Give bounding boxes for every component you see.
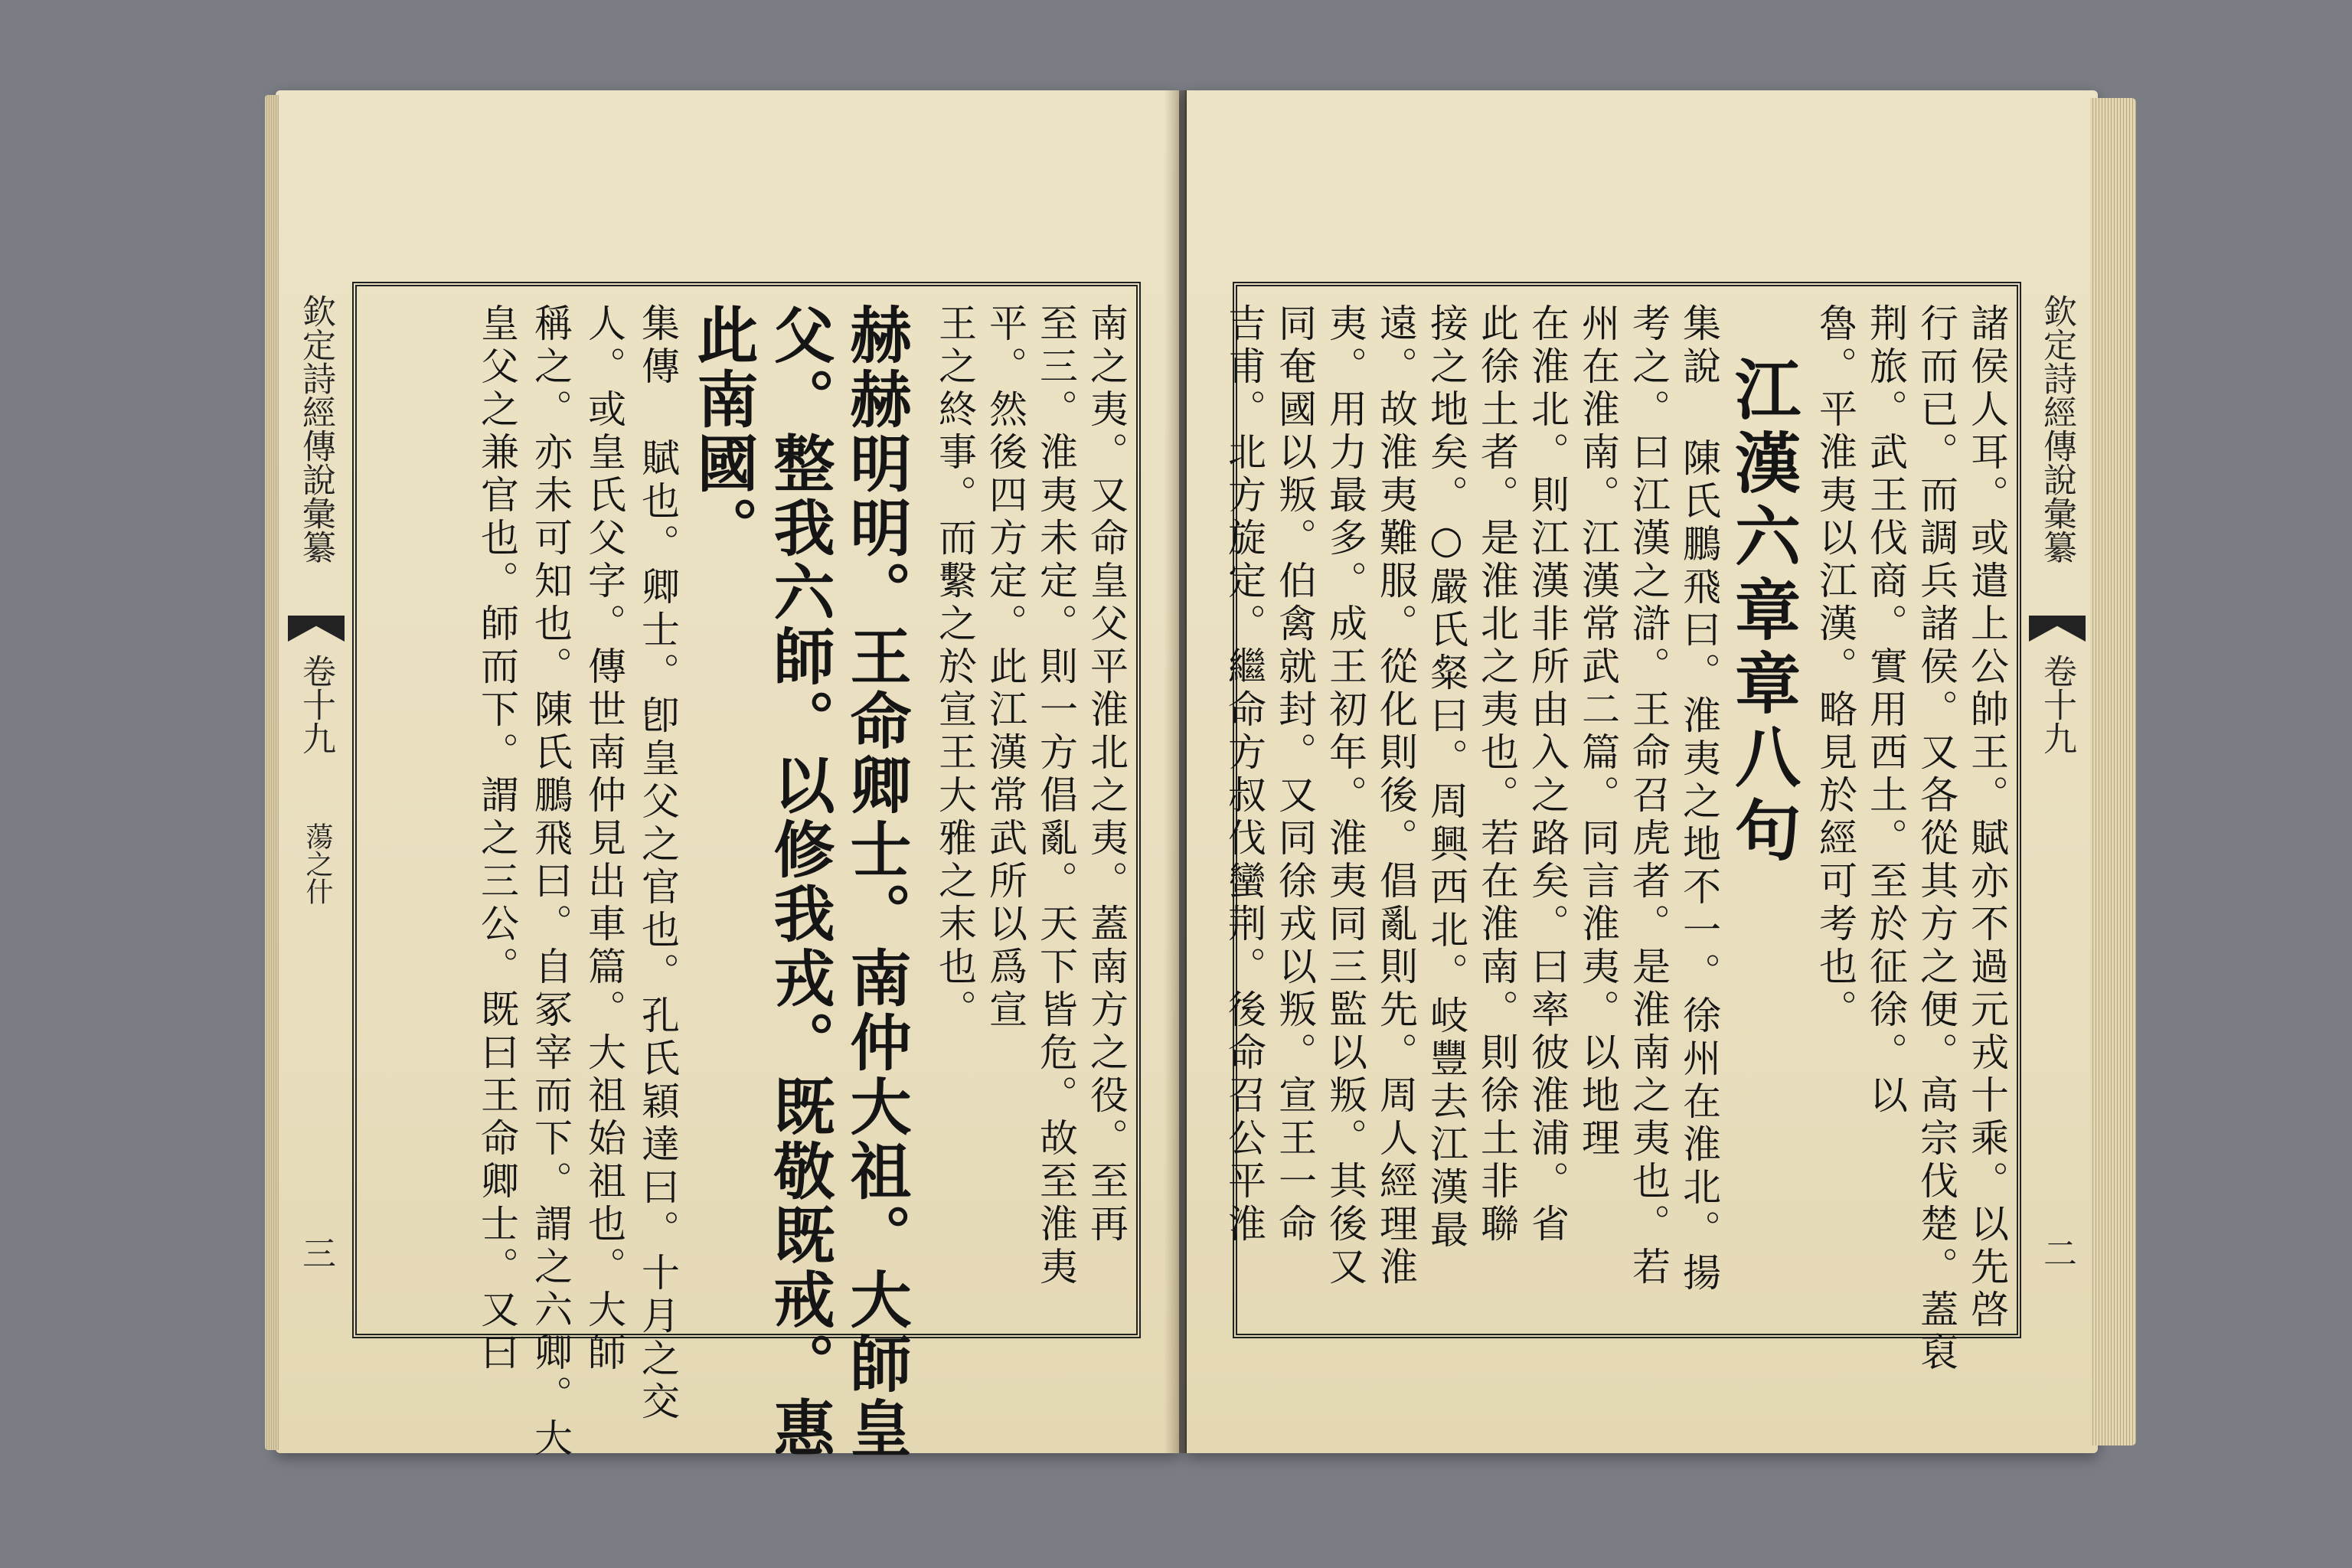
commentary-column: 考之。曰江漢之滸。王命召虎者。是淮南之夷也。若 xyxy=(1626,303,1671,1289)
left-page-edge xyxy=(265,95,279,1450)
left-banxin xyxy=(288,286,345,1334)
commentary-column: 人。或皇氏父字。傳世南仲見出車篇。大祖始祖也。大師 xyxy=(582,303,626,1375)
text-column: 至三。淮夷未定。則一方倡亂。天下皆危。故至淮夷 xyxy=(1034,303,1078,1289)
right-page-edge xyxy=(2090,98,2136,1446)
text-column: 王之終事。而繫之於宣王大雅之末也。 xyxy=(933,303,977,1032)
commentary-column: 稱之。亦未可知也。陳氏鵬飛曰。自冢宰而下。謂之六卿。大 xyxy=(528,303,573,1461)
open-book xyxy=(276,90,2098,1468)
right-page xyxy=(1187,90,2098,1453)
right-banxin-volume: 卷十九 xyxy=(2037,654,2076,755)
verse-column: 此南國。 xyxy=(687,303,759,560)
chapter-heading: 江漢六章章八句 xyxy=(1723,355,1801,870)
commentary-column: 在淮北。則江漢非所由入之路矣。曰率彼淮浦。省 xyxy=(1525,303,1570,1246)
left-page xyxy=(276,90,1179,1461)
verse-column: 父。整我六師。以修我戎。既敬既戒。惠 xyxy=(763,303,835,1461)
text-column: 南之夷。又命皇父平淮北之夷。蓋南方之役。至再 xyxy=(1084,303,1129,1246)
left-banxin-volume: 卷十九 xyxy=(296,654,335,755)
left-banxin-section: 蕩之什 xyxy=(302,822,333,905)
left-fishtail-mark xyxy=(288,616,345,642)
right-banxin-title: 欽定詩經傳說彙纂 xyxy=(2037,294,2076,564)
commentary-column: 同奄國以叛。伯禽就封。又同徐戎以叛。宣王一命 xyxy=(1272,303,1317,1246)
commentary-column: 接之地矣。○嚴氏粲曰。周興西北。岐豐去江漢最 xyxy=(1424,303,1468,1253)
commentary-column: 集說 陳氏鵬飛曰。淮夷之地不一。徐州在淮北。揚 xyxy=(1677,303,1721,1295)
left-banxin-folio: 三 xyxy=(296,1236,335,1269)
commentary-column: 遠。故淮夷難服。從化則後。倡亂則先。周人經理淮 xyxy=(1374,303,1418,1289)
commentary-column: 此徐土者。是淮北之夷也。若在淮南。則徐土非聯 xyxy=(1475,303,1519,1246)
text-column: 魯。平淮夷以江漢。略見於經可考也。 xyxy=(1813,303,1857,1032)
right-banxin-folio: 二 xyxy=(2037,1236,2076,1269)
right-text-frame xyxy=(1222,282,2076,1375)
text-column: 平。然後四方定。此江漢常武所以爲宣 xyxy=(983,303,1027,1032)
verse-column: 赫赫明明。王命卿士。南仲大祖。大師皇 xyxy=(840,303,912,1461)
commentary-column: 吉甫。北方旋定。繼命方叔伐蠻荆。後命召公平淮 xyxy=(1222,303,1266,1246)
right-banxin xyxy=(2029,286,2086,1334)
right-fishtail-mark xyxy=(2029,616,2086,642)
commentary-column: 皇父之兼官也。師而下。謂之三公。既曰王命卿士。又曰 xyxy=(475,303,519,1375)
commentary-column: 州在淮南。江漢常武二篇。同言淮夷。以地理 xyxy=(1576,303,1620,1161)
left-text-frame xyxy=(296,282,1141,1461)
text-column: 荆旅。武王伐商。實用西土。至於征徐。以 xyxy=(1864,303,1908,1118)
text-column: 諸侯人耳。或遣上公帥王。賦亦不過元戎十乘。以先啓 xyxy=(1965,303,2009,1332)
commentary-column: 集傳 賦也。卿士。卽皇父之官也。孔氏穎達曰。十月之交 xyxy=(635,303,680,1424)
commentary-column: 夷。用力最多。成王初年。淮夷同三監以叛。其後又 xyxy=(1323,303,1367,1289)
text-column: 行而已。而調兵諸侯。又各從其方之便。高宗伐楚。蓋裒 xyxy=(1914,303,1958,1375)
left-banxin-title: 欽定詩經傳說彙纂 xyxy=(296,294,335,564)
